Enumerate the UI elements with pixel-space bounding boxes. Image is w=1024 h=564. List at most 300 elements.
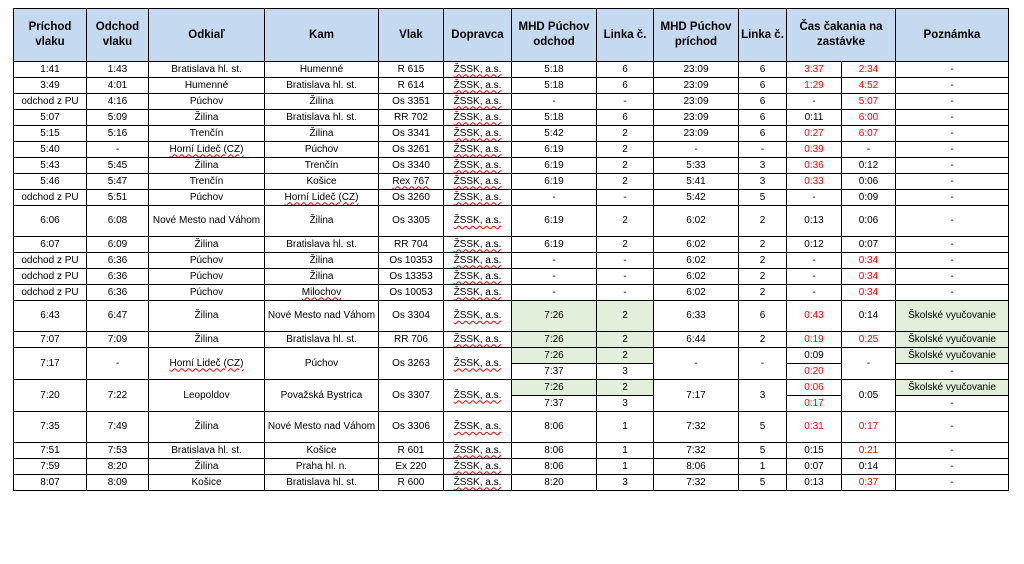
cell-text: Horní Lideč (CZ) <box>169 357 244 369</box>
cell-mhd-odchod: - <box>512 269 597 285</box>
cell-linka2: 2 <box>739 285 787 301</box>
cell-linka1: - <box>597 285 654 301</box>
cell-vlak: Os 3340 <box>379 158 444 174</box>
table-row <box>14 237 1009 253</box>
cell-vlak: Os 3306 <box>379 412 444 443</box>
cell-linka2: 6 <box>739 78 787 94</box>
cell-mhd-odchod: 6:19 <box>512 174 597 190</box>
cell-dopravca <box>444 269 512 285</box>
cell-linka2: 5 <box>739 412 787 443</box>
cell-kam: Bratislava hl. st. <box>265 332 379 348</box>
cell-kam: Trenčín <box>265 158 379 174</box>
cell-mhd-prichod: 7:32 <box>654 412 739 443</box>
cell-text: ŽSSK, a.s. <box>453 476 502 488</box>
cell-text: Milochov <box>301 286 342 298</box>
cell-mhd-prichod: 23:09 <box>654 94 739 110</box>
cell-cakanie1: 0:31 <box>787 412 842 443</box>
cell-odchod: 4:16 <box>87 94 149 110</box>
cell-cakanie1: 0:13 <box>787 206 842 237</box>
cell-cakanie1: - <box>787 190 842 206</box>
cell-prichod: 8:07 <box>14 475 87 491</box>
cell-mhd-prichod: 6:02 <box>654 253 739 269</box>
cell-text: ŽSSK, a.s. <box>453 63 502 75</box>
cell-linka1: 1 <box>597 443 654 459</box>
cell-dopravca <box>444 62 512 78</box>
cell-odkial <box>149 142 265 158</box>
table-row <box>14 269 1009 285</box>
cell-text: ŽSSK, a.s. <box>453 333 502 345</box>
cell-dopravca <box>444 158 512 174</box>
cell-cakanie2: 0:14 <box>842 301 896 332</box>
table-row <box>14 285 1009 301</box>
cell-prichod: 5:15 <box>14 126 87 142</box>
cell-cakanie2: 0:09 <box>842 190 896 206</box>
cell-odkial: Bratislava hl. st. <box>149 62 265 78</box>
cell-dopravca <box>444 237 512 253</box>
cell-vlak: Os 3304 <box>379 301 444 332</box>
cell-text: ŽSSK, a.s. <box>453 444 502 456</box>
cell-cakanie1: 0:19 <box>787 332 842 348</box>
cell-odchod: 5:45 <box>87 158 149 174</box>
cell-mhd-odchod: - <box>512 190 597 206</box>
cell-cakanie2: - <box>842 142 896 158</box>
cell-text: ŽSSK, a.s. <box>453 95 502 107</box>
cell-dopravca <box>444 174 512 190</box>
cell-mhd-prichod: 5:42 <box>654 190 739 206</box>
cell-odchod: 7:22 <box>87 380 149 412</box>
cell-cakanie1-b: 0:20 <box>787 364 842 380</box>
header-mhd-odchod: MHD Púchov odchod <box>512 9 597 62</box>
cell-text: ŽSSK, a.s. <box>453 79 502 91</box>
cell-cakanie2: 0:34 <box>842 269 896 285</box>
cell-linka1: 2 <box>597 126 654 142</box>
cell-linka2: 6 <box>739 62 787 78</box>
cell-dopravca <box>444 206 512 237</box>
cell-kam: Bratislava hl. st. <box>265 110 379 126</box>
cell-poznamka: - <box>896 78 1009 94</box>
header-mhd-prichod: MHD Púchov príchod <box>654 9 739 62</box>
cell-odkial <box>149 348 265 380</box>
cell-kam <box>265 285 379 301</box>
cell-linka2: 6 <box>739 301 787 332</box>
table-row <box>14 380 1009 396</box>
cell-odkial: Humenné <box>149 78 265 94</box>
table-row <box>14 332 1009 348</box>
cell-odkial: Žilina <box>149 237 265 253</box>
cell-linka1: 6 <box>597 62 654 78</box>
cell-prichod: 7:20 <box>14 380 87 412</box>
cell-odkial: Žilina <box>149 459 265 475</box>
cell-kam: Žilina <box>265 269 379 285</box>
cell-linka2: 5 <box>739 475 787 491</box>
cell-cakanie2: 0:12 <box>842 158 896 174</box>
cell-text: ŽSSK, a.s. <box>453 143 502 155</box>
cell-dopravca <box>444 126 512 142</box>
table-row <box>14 94 1009 110</box>
cell-mhd-prichod: 7:32 <box>654 475 739 491</box>
cell-linka2: 2 <box>739 332 787 348</box>
cell-mhd-prichod: 7:32 <box>654 443 739 459</box>
cell-vlak: Os 3351 <box>379 94 444 110</box>
cell-odchod: 4:01 <box>87 78 149 94</box>
table-row <box>14 142 1009 158</box>
cell-mhd-odchod: 6:19 <box>512 206 597 237</box>
cell-prichod: 5:40 <box>14 142 87 158</box>
cell-mhd-prichod: 7:17 <box>654 380 739 412</box>
cell-text: ŽSSK, a.s. <box>453 421 502 432</box>
cell-text: ŽSSK, a.s. <box>453 159 502 171</box>
cell-linka1-b: 3 <box>597 364 654 380</box>
cell-prichod: odchod z PU <box>14 94 87 110</box>
cell-kam: Košice <box>265 443 379 459</box>
cell-mhd-prichod: 6:02 <box>654 206 739 237</box>
header-kam: Kam <box>265 9 379 62</box>
cell-cakanie1: 3:37 <box>787 62 842 78</box>
cell-poznamka: - <box>896 206 1009 237</box>
cell-cakanie2: 0:06 <box>842 174 896 190</box>
cell-vlak: Os 3341 <box>379 126 444 142</box>
cell-text: ŽSSK, a.s. <box>453 357 502 369</box>
cell-cakanie2: 0:17 <box>842 412 896 443</box>
cell-odkial: Žilina <box>149 301 265 332</box>
timetable-container <box>13 8 1009 491</box>
cell-cakanie2: 2:34 <box>842 62 896 78</box>
cell-odchod: 7:09 <box>87 332 149 348</box>
cell-cakanie2: 0:34 <box>842 253 896 269</box>
cell-odkial: Púchov <box>149 190 265 206</box>
cell-vlak: Os 3305 <box>379 206 444 237</box>
cell-mhd-odchod: 5:42 <box>512 126 597 142</box>
cell-linka1: 2 <box>597 174 654 190</box>
cell-kam: Žilina <box>265 126 379 142</box>
cell-text: ŽSSK, a.s. <box>453 111 502 123</box>
cell-linka1: 2 <box>597 237 654 253</box>
cell-cakanie1: 0:36 <box>787 158 842 174</box>
cell-linka2: 2 <box>739 253 787 269</box>
cell-poznamka: - <box>896 126 1009 142</box>
cell-odchod: 6:08 <box>87 206 149 237</box>
cell-cakanie2: 6:07 <box>842 126 896 142</box>
cell-odchod: 6:36 <box>87 269 149 285</box>
cell-linka2: 5 <box>739 443 787 459</box>
cell-linka1: 1 <box>597 459 654 475</box>
cell-text: Rex 767 <box>392 175 430 187</box>
cell-linka1: 2 <box>597 348 654 364</box>
cell-mhd-prichod: 6:02 <box>654 269 739 285</box>
cell-mhd-odchod: 5:18 <box>512 78 597 94</box>
cell-mhd-prichod: 5:41 <box>654 174 739 190</box>
cell-odchod: - <box>87 348 149 380</box>
cell-linka2: - <box>739 142 787 158</box>
cell-odkial: Žilina <box>149 332 265 348</box>
cell-odkial: Nové Mesto nad Váhom <box>149 206 265 237</box>
cell-mhd-odchod: 5:18 <box>512 110 597 126</box>
cell-prichod: 5:07 <box>14 110 87 126</box>
header-dopravca: Dopravca <box>444 9 512 62</box>
cell-text: ŽSSK, a.s. <box>453 389 502 401</box>
cell-cakanie1: - <box>787 285 842 301</box>
cell-vlak: Os 3307 <box>379 380 444 412</box>
cell-mhd-odchod-b: 7:37 <box>512 364 597 380</box>
cell-poznamka: - <box>896 158 1009 174</box>
cell-odkial: Košice <box>149 475 265 491</box>
table-row <box>14 126 1009 142</box>
table-row <box>14 110 1009 126</box>
cell-cakanie1: - <box>787 269 842 285</box>
header-odkial: Odkiaľ <box>149 9 265 62</box>
cell-vlak: RR 704 <box>379 237 444 253</box>
header-prichod: Príchod vlaku <box>14 9 87 62</box>
table-row <box>14 190 1009 206</box>
cell-dopravca <box>444 301 512 332</box>
cell-odkial: Púchov <box>149 253 265 269</box>
cell-text: ŽSSK, a.s. <box>453 310 502 321</box>
cell-vlak: R 614 <box>379 78 444 94</box>
cell-linka1: 2 <box>597 301 654 332</box>
cell-linka2: - <box>739 348 787 380</box>
cell-linka2: 2 <box>739 206 787 237</box>
cell-mhd-prichod: 6:02 <box>654 237 739 253</box>
cell-mhd-odchod: 8:06 <box>512 412 597 443</box>
cell-mhd-odchod: 8:20 <box>512 475 597 491</box>
cell-odkial: Žilina <box>149 158 265 174</box>
cell-kam: Košice <box>265 174 379 190</box>
cell-odchod: 5:51 <box>87 190 149 206</box>
cell-poznamka: - <box>896 412 1009 443</box>
cell-prichod: 6:07 <box>14 237 87 253</box>
cell-linka1: 2 <box>597 142 654 158</box>
cell-linka2: 6 <box>739 126 787 142</box>
cell-mhd-prichod: 6:02 <box>654 285 739 301</box>
cell-mhd-prichod: 6:44 <box>654 332 739 348</box>
cell-vlak: R 600 <box>379 475 444 491</box>
cell-odchod: 8:20 <box>87 459 149 475</box>
cell-cakanie1: 0:13 <box>787 475 842 491</box>
cell-cakanie1: 0:12 <box>787 237 842 253</box>
cell-linka1: 2 <box>597 158 654 174</box>
cell-dopravca <box>444 443 512 459</box>
cell-linka2: 3 <box>739 174 787 190</box>
cell-kam: Praha hl. n. <box>265 459 379 475</box>
cell-kam: Žilina <box>265 206 379 237</box>
cell-poznamka: - <box>896 459 1009 475</box>
cell-linka2: 6 <box>739 110 787 126</box>
cell-cakanie1-b: 0:17 <box>787 396 842 412</box>
cell-odchod: 6:36 <box>87 285 149 301</box>
cell-odkial: Púchov <box>149 94 265 110</box>
cell-dopravca <box>444 475 512 491</box>
cell-cakanie2: 0:37 <box>842 475 896 491</box>
cell-mhd-prichod: 23:09 <box>654 62 739 78</box>
cell-dopravca <box>444 332 512 348</box>
table-row <box>14 62 1009 78</box>
cell-dopravca <box>444 142 512 158</box>
cell-cakanie1: 0:33 <box>787 174 842 190</box>
cell-linka1: 1 <box>597 412 654 443</box>
train-bus-connection-table <box>13 8 1009 491</box>
cell-dopravca <box>444 348 512 380</box>
cell-prichod: 7:35 <box>14 412 87 443</box>
cell-prichod: 6:43 <box>14 301 87 332</box>
cell-vlak: Os 3261 <box>379 142 444 158</box>
cell-poznamka-b: - <box>896 396 1009 412</box>
cell-odkial: Bratislava hl. st. <box>149 443 265 459</box>
cell-linka1: 3 <box>597 475 654 491</box>
cell-poznamka: - <box>896 94 1009 110</box>
cell-kam: Nové Mesto nad Váhom <box>265 301 379 332</box>
cell-dopravca <box>444 380 512 412</box>
cell-mhd-odchod: 8:06 <box>512 443 597 459</box>
cell-vlak: RR 706 <box>379 332 444 348</box>
cell-poznamka: - <box>896 142 1009 158</box>
cell-poznamka: - <box>896 237 1009 253</box>
cell-mhd-prichod: 23:09 <box>654 110 739 126</box>
cell-vlak: Os 13353 <box>379 269 444 285</box>
table-row <box>14 301 1009 332</box>
cell-mhd-odchod-b: 7:37 <box>512 396 597 412</box>
cell-prichod: odchod z PU <box>14 285 87 301</box>
cell-odkial: Trenčín <box>149 126 265 142</box>
cell-prichod: 5:46 <box>14 174 87 190</box>
cell-odchod: 6:09 <box>87 237 149 253</box>
cell-cakanie2: - <box>842 348 896 380</box>
header-vlak: Vlak <box>379 9 444 62</box>
cell-text: ŽSSK, a.s. <box>453 286 502 298</box>
cell-cakanie1: 1:29 <box>787 78 842 94</box>
cell-cakanie1: 0:27 <box>787 126 842 142</box>
cell-odchod: 7:53 <box>87 443 149 459</box>
cell-kam: Nové Mesto nad Váhom <box>265 412 379 443</box>
table-row <box>14 412 1009 443</box>
cell-mhd-odchod: - <box>512 94 597 110</box>
cell-kam: Púchov <box>265 142 379 158</box>
cell-mhd-prichod: 8:06 <box>654 459 739 475</box>
cell-prichod: 5:43 <box>14 158 87 174</box>
cell-poznamka: Školské vyučovanie <box>896 380 1009 396</box>
cell-cakanie1: 0:07 <box>787 459 842 475</box>
table-row <box>14 78 1009 94</box>
cell-linka1: - <box>597 269 654 285</box>
cell-linka1: 2 <box>597 206 654 237</box>
cell-vlak: R 601 <box>379 443 444 459</box>
cell-mhd-prichod: 23:09 <box>654 126 739 142</box>
table-row <box>14 475 1009 491</box>
cell-linka1: - <box>597 190 654 206</box>
cell-prichod: 6:06 <box>14 206 87 237</box>
cell-mhd-odchod: 7:26 <box>512 348 597 364</box>
cell-vlak: Os 3263 <box>379 348 444 380</box>
cell-prichod: 7:17 <box>14 348 87 380</box>
table-row <box>14 206 1009 237</box>
cell-linka2: 6 <box>739 94 787 110</box>
cell-cakanie2: 0:06 <box>842 206 896 237</box>
cell-poznamka: - <box>896 475 1009 491</box>
cell-linka1: 6 <box>597 78 654 94</box>
cell-odchod: 6:36 <box>87 253 149 269</box>
cell-dopravca <box>444 110 512 126</box>
cell-mhd-prichod: - <box>654 142 739 158</box>
cell-kam: Žilina <box>265 253 379 269</box>
cell-kam: Humenné <box>265 62 379 78</box>
table-row <box>14 348 1009 364</box>
cell-mhd-prichod: 23:09 <box>654 78 739 94</box>
cell-poznamka: Školské vyučovanie <box>896 332 1009 348</box>
cell-cakanie2: 0:34 <box>842 285 896 301</box>
cell-mhd-odchod: 6:19 <box>512 237 597 253</box>
cell-kam: Bratislava hl. st. <box>265 78 379 94</box>
cell-vlak: R 615 <box>379 62 444 78</box>
cell-cakanie2: 0:21 <box>842 443 896 459</box>
cell-cakanie2: 0:14 <box>842 459 896 475</box>
cell-poznamka: - <box>896 253 1009 269</box>
cell-poznamka: - <box>896 269 1009 285</box>
cell-text: ŽSSK, a.s. <box>453 460 502 472</box>
cell-text: ŽSSK, a.s. <box>453 254 502 266</box>
header-poznamka: Poznámka <box>896 9 1009 62</box>
cell-cakanie1: 0:15 <box>787 443 842 459</box>
header-row <box>14 9 1009 62</box>
table-row <box>14 174 1009 190</box>
table-row <box>14 253 1009 269</box>
cell-mhd-odchod: 6:19 <box>512 142 597 158</box>
cell-prichod: odchod z PU <box>14 190 87 206</box>
cell-kam: Žilina <box>265 94 379 110</box>
cell-dopravca <box>444 459 512 475</box>
cell-mhd-prichod: 5:33 <box>654 158 739 174</box>
cell-kam: Bratislava hl. st. <box>265 237 379 253</box>
cell-kam: Považská Bystrica <box>265 380 379 412</box>
cell-mhd-odchod: 6:19 <box>512 158 597 174</box>
cell-odkial: Trenčín <box>149 174 265 190</box>
cell-odkial: Púchov <box>149 269 265 285</box>
cell-odchod: - <box>87 142 149 158</box>
cell-kam: Púchov <box>265 348 379 380</box>
cell-mhd-odchod: - <box>512 253 597 269</box>
cell-vlak: Os 10053 <box>379 285 444 301</box>
table-row <box>14 443 1009 459</box>
cell-vlak: RR 702 <box>379 110 444 126</box>
cell-mhd-odchod: 7:26 <box>512 380 597 396</box>
cell-odchod: 6:47 <box>87 301 149 332</box>
cell-vlak: Ex 220 <box>379 459 444 475</box>
cell-vlak: Os 10353 <box>379 253 444 269</box>
cell-prichod: 1:41 <box>14 62 87 78</box>
cell-dopravca <box>444 94 512 110</box>
cell-poznamka: - <box>896 174 1009 190</box>
cell-mhd-odchod: 5:18 <box>512 62 597 78</box>
cell-cakanie1: - <box>787 253 842 269</box>
cell-prichod: 7:07 <box>14 332 87 348</box>
cell-odkial: Púchov <box>149 285 265 301</box>
cell-text: ŽSSK, a.s. <box>453 270 502 282</box>
cell-prichod: 7:59 <box>14 459 87 475</box>
table-body <box>14 62 1009 491</box>
cell-poznamka: Školské vyučovanie <box>896 348 1009 364</box>
cell-linka1: - <box>597 94 654 110</box>
cell-dopravca <box>444 412 512 443</box>
header-linka-odchod: Linka č. <box>597 9 654 62</box>
cell-poznamka: Školské vyučovanie <box>896 301 1009 332</box>
cell-poznamka: - <box>896 62 1009 78</box>
cell-cakanie1: 0:09 <box>787 348 842 364</box>
cell-text: ŽSSK, a.s. <box>453 238 502 250</box>
cell-text: ŽSSK, a.s. <box>453 215 502 226</box>
cell-prichod: 7:51 <box>14 443 87 459</box>
cell-vlak: Os 3260 <box>379 190 444 206</box>
cell-odchod: 5:09 <box>87 110 149 126</box>
cell-cakanie2: 5:07 <box>842 94 896 110</box>
header-linka-prichod: Linka č. <box>739 9 787 62</box>
